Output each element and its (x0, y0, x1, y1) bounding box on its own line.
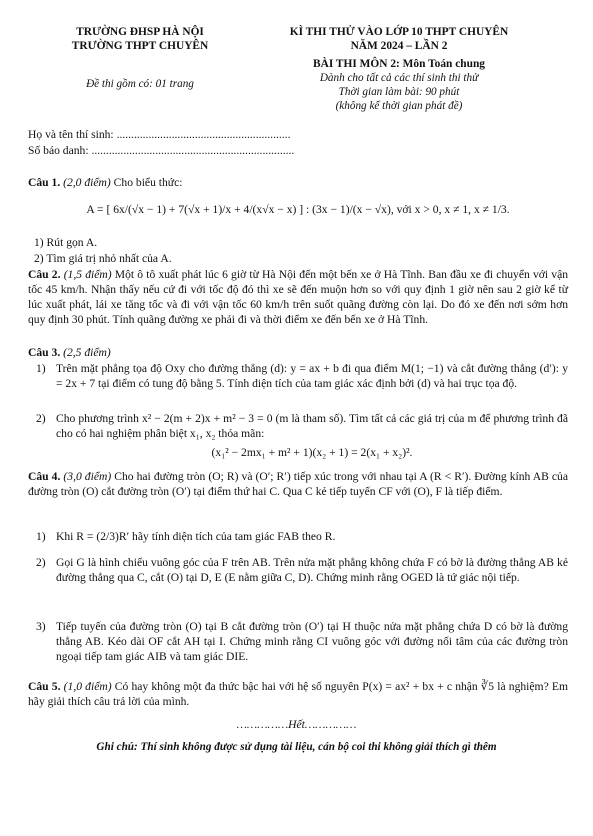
q1-heading (28, 176, 568, 191)
exam-year: NĂM 2024 – LẦN 2 (350, 40, 448, 52)
q4-item-3-number: 3) (36, 620, 46, 633)
q3-item-2-number: 2) (36, 412, 46, 425)
q5-text: Có hay không một đa thức bậc hai với hệ số nguyên P(x) = ax² + bx + c nhận ∛5 là nghiệm? Em hãy giải thích câu trả lời của mình. (28, 680, 568, 708)
candidate-name-label: Họ và tên thí sinh: (28, 128, 117, 141)
school-subname: TRƯỜNG THPT CHUYÊN (71, 40, 209, 52)
exam-duration: Thời gian làm bài: 90 phút (338, 86, 460, 98)
q3-label: Câu 3. (28, 346, 61, 359)
q4-text: Cho hai đường tròn (O; R) và (O′; R′) tiếp xúc trong với nhau tại A (R < R′). Đường kính AB của đường tròn (O) cắt đường tròn (O′) tại điểm thứ hai C. Qua C kẻ tiếp tuyến CF với (O), F là tiếp điểm. (28, 470, 568, 498)
q3-item-1: Trên mặt phẳng tọa độ Oxy cho đường thẳng (d): y = ax + b đi qua điểm M(1; −1) và cắt đường thẳng (d′): y = 2x + 7 tại điểm có tung độ bằng 5. Tính diện tích của tam giác xác định bởi (d) và hai trục tọa độ. (56, 362, 568, 390)
q4-item-1-number: 1) (36, 530, 46, 543)
q3-points: (2,5 điểm) (63, 346, 111, 359)
q1-label: Câu 1. (28, 176, 61, 189)
q2-points: (1,5 điểm) (63, 268, 112, 281)
school-name: TRƯỜNG ĐHSP HÀ NỘI (76, 26, 204, 38)
q2-text: Một ô tô xuất phát lúc 6 giờ từ Hà Nội đến một bến xe ở Hà Tĩnh. Ban đầu xe đi chuyển với vận tốc 45 km/h. Nhận thấy nếu cứ đi với tốc độ đó thì xe sẽ đến muộn hơn so với quy định 1 giờ nên sau 2 giờ kể từ lúc xuất phát, lái xe tăng tốc và đi với vận tốc 60 km/h trên suốt quãng đường còn lại. Do đó xe đến nơi sớm hơn quy định 30 phút. Tính quãng đường xe phải đi và thời điểm xe đến bến xe ở Hà Tĩnh. (28, 268, 569, 326)
q1-item-1: 1) Rút gọn A. (34, 236, 98, 249)
candidate-name-field: ............................................................ (116, 128, 291, 141)
q2 (28, 268, 568, 328)
q4-item-3: Tiếp tuyến của đường tròn (O) tại B cắt đường tròn (O′) tại H thuộc nửa mặt phẳng chứa D có bờ là đường thẳng AB. Kéo dài OF cắt AH tại I. Chứng minh rằng CI vuông góc với đường nối tâm của các đường tròn ngoại tiếp tam giác AIB và tam giác DIE. (56, 620, 568, 663)
q3-heading (28, 346, 111, 361)
q1-formula: A = [ 6x/(√x − 1) + 7(√x + 1)/x + 4/(x√x − x) ] : (3x − 1)/(x − √x), với x > 0, x ≠ 1, x ≠ 1/3. (86, 203, 510, 216)
q5 (28, 680, 568, 710)
exam-duration-note: (không kể thời gian phát đề) (335, 100, 463, 112)
q3-item-1-number: 1) (36, 362, 46, 375)
page-count-note: Đề thi gồm có: 01 trang (86, 78, 194, 90)
end-marker: ……………Hết…………… (236, 718, 357, 731)
footer-note: Ghi chú: Thí sinh không được sử dụng tài liệu, cán bộ coi thi không giải thích gì thêm (96, 741, 497, 753)
q1-points: (2,0 điểm) (63, 176, 111, 189)
exam-title: KÌ THI THỬ VÀO LỚP 10 THPT CHUYÊN (289, 26, 509, 38)
candidate-name-row (28, 128, 290, 141)
exam-subject: BÀI THI MÔN 2: Môn Toán chung (313, 58, 485, 70)
q5-label: Câu 5. (28, 680, 61, 693)
q4-item-1: Khi R = (2/3)R′ hãy tính diện tích của tam giác FAB theo R. (56, 530, 336, 543)
q1-item-2: 2) Tìm giá trị nhỏ nhất của A. (34, 252, 172, 265)
q1-intro: Cho biểu thức: (110, 176, 183, 189)
q4-item-2: Gọi G là hình chiếu vuông góc của F trên AB. Trên nửa mặt phẳng không chứa F có bờ là đường thẳng AB kẻ đường thẳng qua C, cắt (O) tại D, E (E nằm giữa C, D). Chứng minh rằng OGED là tứ giác nội tiếp. (56, 556, 568, 584)
candidate-id-label: Số báo danh: (28, 144, 92, 157)
q4 (28, 470, 568, 500)
q5-points: (1,0 điểm) (63, 680, 112, 693)
candidate-id-row (28, 144, 294, 157)
q3-item-2: Cho phương trình x² − 2(m + 2)x + m² − 3 = 0 (m là tham số). Tìm tất cả các giá trị của m để phương trình đã cho có hai nghiệm phân biệt x₁, x₂ thỏa mãn: (56, 412, 568, 440)
q3-item-2-formula: (x₁² − 2mx₁ + m² + 1)(x₂ + 1) = 2(x₁ + x₂)². (211, 446, 413, 459)
candidate-id-field: ...................................................................... (91, 144, 295, 157)
exam-audience: Dành cho tất cả các thí sinh thi thử (319, 72, 479, 84)
q4-label: Câu 4. (28, 470, 61, 483)
q4-item-2-number: 2) (36, 556, 46, 569)
q4-points: (3,0 điểm) (63, 470, 112, 483)
q2-label: Câu 2. (28, 268, 61, 281)
